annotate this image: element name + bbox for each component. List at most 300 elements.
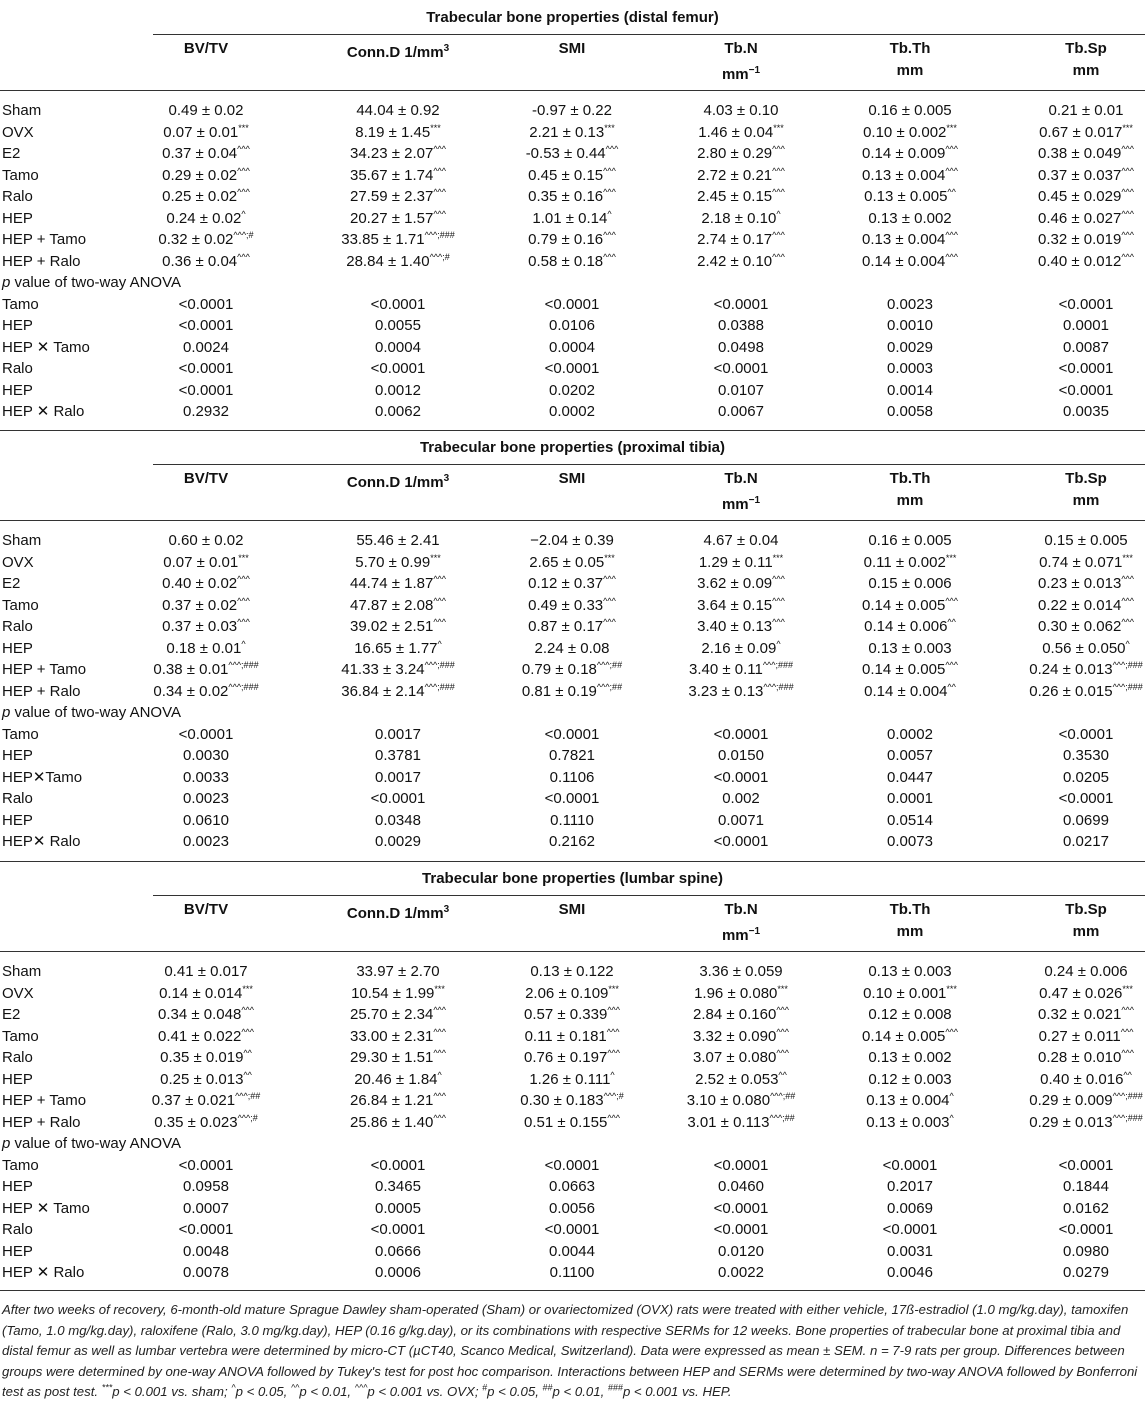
p-value-cell: <0.0001 <box>178 1156 234 1174</box>
p-value-cell: 0.0002 <box>887 725 933 743</box>
group-row <box>0 251 1145 273</box>
column-header-line1: Conn.D $1/mm^3$ <box>346 473 450 491</box>
p-value-cell: 0.1106 <box>549 768 595 786</box>
significance-text: p < 0.05, <box>235 1384 291 1399</box>
column-header-unit: $mm^{-1}$ <box>721 926 761 944</box>
value-cell: 0.37 ± 0.02^^^ <box>162 595 250 614</box>
p-value-cell: 0.0004 <box>549 338 595 356</box>
p-value-cell: 0.2932 <box>183 403 229 420</box>
row-label: Ralo <box>2 790 33 807</box>
column-header-unit: mm <box>1072 62 1100 79</box>
p-value-cell: <0.0001 <box>544 360 600 377</box>
significance-mark: ^ <box>231 1382 236 1393</box>
column-header-unit: mm <box>896 62 924 79</box>
column-header-unit: mm <box>896 923 924 940</box>
title-underline <box>153 34 1145 35</box>
value-cell: 0.26 ± 0.015^^^;### <box>1029 681 1143 700</box>
row-label: E2 <box>2 575 21 592</box>
row-label: HEP ✕ Ralo <box>2 403 85 420</box>
p-value-cell: <0.0001 <box>1058 1156 1114 1174</box>
group-row <box>0 143 1145 165</box>
p-value-cell: 0.0058 <box>887 403 933 420</box>
column-header-line1: Tb.N <box>724 901 758 918</box>
value-cell: 0.07 ± 0.01*** <box>163 552 249 571</box>
anova-row <box>0 337 1145 359</box>
anova-row <box>0 767 1145 789</box>
row-label: Tamo <box>2 295 39 313</box>
row-label: HEP <box>2 1070 33 1088</box>
p-value-cell: 0.0012 <box>375 381 421 399</box>
column-header-line1: Tb.Th <box>889 40 931 57</box>
value-cell: 41.33 ± 3.24^^^;### <box>341 660 455 678</box>
value-cell: 0.14 ± 0.009^^^ <box>862 144 958 162</box>
row-label: HEP <box>2 747 33 764</box>
value-cell: 2.72 ± 0.21^^^ <box>697 165 785 184</box>
header-bottom-rule <box>0 520 1145 521</box>
value-cell: 4.67 ± 0.04 <box>703 532 779 549</box>
p-value-cell: 0.0202 <box>549 381 595 399</box>
column-header <box>1021 468 1145 512</box>
p-value-cell: <0.0001 <box>1058 295 1114 313</box>
p-value-cell: 0.0056 <box>549 1199 595 1217</box>
row-label: Ralo <box>2 1049 33 1066</box>
value-cell: 0.25 ± 0.013^^ <box>160 1069 252 1088</box>
p-value-cell: 0.0460 <box>718 1178 764 1195</box>
p-value-cell: 0.0057 <box>887 747 933 764</box>
row-label: HEP + Ralo <box>2 682 81 700</box>
value-cell: 0.14 ± 0.004^^^ <box>862 251 958 270</box>
anova-row <box>0 358 1145 380</box>
p-value-cell: 0.3781 <box>375 747 421 764</box>
value-cell: 0.79 ± 0.18^^^;## <box>521 660 623 678</box>
column-header <box>303 899 493 925</box>
value-cell: 0.14 ± 0.006^^ <box>864 617 956 635</box>
p-value-cell: 0.0017 <box>375 768 421 786</box>
group-row <box>0 552 1145 574</box>
value-cell: 0.32 ± 0.019^^^ <box>1038 230 1134 248</box>
significance-mark: *** <box>101 1382 113 1393</box>
row-label: Ralo <box>2 618 33 635</box>
value-cell: 27.59 ± 2.37^^^ <box>350 187 446 205</box>
value-cell: 0.79 ± 0.16^^^ <box>528 230 616 248</box>
p-value-cell: 0.0958 <box>183 1178 229 1195</box>
p-value-cell: 0.0006 <box>375 1264 421 1281</box>
value-cell: 0.16 ± 0.005 <box>868 532 952 549</box>
significance-mark: # <box>482 1382 488 1393</box>
p-value-cell: <0.0001 <box>713 360 769 377</box>
p-value-cell: 0.0610 <box>183 811 229 829</box>
p-value-cell: 0.1110 <box>550 811 594 829</box>
column-header <box>825 38 995 82</box>
value-cell: 3.10 ± 0.080^^^;## <box>686 1091 796 1109</box>
value-cell: 0.74 ± 0.071*** <box>1039 552 1133 571</box>
p-value-cell: <0.0001 <box>882 1221 938 1238</box>
p-value-cell: <0.0001 <box>1058 725 1114 743</box>
row-label: Ralo <box>2 360 33 377</box>
value-cell: -0.97 ± 0.22 <box>532 102 612 119</box>
significance-mark: ## <box>542 1382 553 1393</box>
value-cell: 0.37 ± 0.04^^^ <box>162 144 250 162</box>
row-label: HEP <box>2 381 33 399</box>
row-label: HEP✕Tamo <box>2 768 83 786</box>
p-value-cell: 0.0069 <box>887 1199 933 1217</box>
column-header <box>1021 899 1145 943</box>
p-value-cell: 0.0447 <box>887 768 933 786</box>
value-cell: 0.13 ± 0.122 <box>530 963 614 980</box>
header-bottom-rule <box>0 951 1145 952</box>
value-cell: 2.21 ± 0.13*** <box>529 122 615 141</box>
p-value-cell: 0.0023 <box>183 833 229 850</box>
p-value-cell: 0.0217 <box>1063 833 1109 850</box>
row-label: HEP <box>2 1242 33 1260</box>
p-value-cell: 0.1844 <box>1063 1178 1109 1195</box>
anova-heading <box>0 272 1145 294</box>
value-cell: 2.06 ± 0.109*** <box>525 983 619 1002</box>
value-cell: 3.32 ± 0.090^^^ <box>693 1026 789 1045</box>
anova-row <box>0 810 1145 832</box>
p-value-cell: <0.0001 <box>178 381 234 399</box>
value-cell: 25.70 ± 2.34^^^ <box>350 1005 446 1023</box>
value-cell: 55.46 ± 2.41 <box>356 532 440 549</box>
value-cell: 0.12 ± 0.008 <box>868 1006 952 1023</box>
value-cell: 0.22 ± 0.014^^^ <box>1038 595 1134 614</box>
value-cell: 0.30 ± 0.062^^^ <box>1038 617 1134 635</box>
value-cell: 0.81 ± 0.19^^^;## <box>521 681 623 700</box>
value-cell: 0.46 ± 0.027^^^ <box>1038 208 1134 227</box>
anova-row <box>0 1262 1145 1284</box>
significance-mark: ^^^ <box>354 1382 368 1393</box>
p-value-cell: 0.0071 <box>718 811 764 829</box>
column-header-line1: Tb.Sp <box>1065 470 1107 487</box>
column-header-line1: Conn.D $1/mm^3$ <box>346 43 450 61</box>
value-cell: 0.14 ± 0.005^^^ <box>862 1026 958 1045</box>
column-header <box>116 899 296 921</box>
value-cell: 0.11 ± 0.181^^^ <box>524 1026 620 1045</box>
column-header <box>487 899 657 921</box>
value-cell: -0.53 ± 0.44^^^ <box>525 144 619 162</box>
row-label: HEP + Tamo <box>2 1092 87 1109</box>
p-value-cell: 0.0029 <box>375 833 421 850</box>
value-cell: 2.16 ± 0.09^ <box>701 638 781 657</box>
row-label: HEP + Tamo <box>2 231 87 248</box>
value-cell: 1.01 ± 0.14^ <box>532 208 612 227</box>
p-value-cell: <0.0001 <box>370 295 426 313</box>
p-value-cell: 0.0106 <box>549 317 595 334</box>
p-value-cell: 0.002 <box>722 790 760 807</box>
value-cell: 0.45 ± 0.029^^^ <box>1038 187 1134 205</box>
value-cell: 0.47 ± 0.026*** <box>1039 983 1133 1002</box>
value-cell: 0.87 ± 0.17^^^ <box>528 617 616 635</box>
value-cell: 2.52 ± 0.053^^ <box>695 1069 787 1088</box>
p-value-cell: <0.0001 <box>544 295 600 313</box>
group-row <box>0 1004 1145 1026</box>
table-bottom-rule <box>0 1290 1145 1291</box>
value-cell: 0.49 ± 0.33^^^ <box>528 595 616 614</box>
p-value-cell: 0.0046 <box>887 1264 933 1281</box>
value-cell: 33.97 ± 2.70 <box>356 963 440 980</box>
value-cell: 36.84 ± 2.14^^^;### <box>341 681 455 700</box>
header-bottom-rule <box>0 90 1145 91</box>
column-header-line1: SMI <box>558 470 586 487</box>
significance-text: p < 0.001 vs. OVX; <box>367 1384 483 1399</box>
value-cell: 0.34 ± 0.048^^^ <box>158 1005 254 1023</box>
value-cell: 0.40 ± 0.016^^ <box>1040 1069 1132 1088</box>
group-row <box>0 983 1145 1005</box>
p-value-cell: <0.0001 <box>370 1221 426 1238</box>
value-cell: 0.45 ± 0.15^^^ <box>528 165 616 184</box>
p-value-cell: <0.0001 <box>544 1156 600 1174</box>
row-label: HEP ✕ Ralo <box>2 1264 85 1281</box>
group-row <box>0 165 1145 187</box>
value-cell: 3.64 ± 0.15^^^ <box>697 595 785 614</box>
p-value-cell: 0.0663 <box>549 1178 595 1195</box>
value-cell: 0.10 ± 0.001*** <box>863 983 957 1002</box>
p-value-cell: 0.0010 <box>887 317 933 334</box>
value-cell: 0.13 ± 0.005^^ <box>864 187 956 205</box>
group-row <box>0 681 1145 703</box>
column-header <box>825 468 995 512</box>
value-cell: 0.37 ± 0.037^^^ <box>1038 165 1134 184</box>
significance-text: p < 0.01, <box>552 1384 608 1399</box>
value-cell: 0.07 ± 0.01*** <box>163 122 249 141</box>
value-cell: 34.23 ± 2.07^^^ <box>350 144 446 162</box>
section-title: Trabecular bone properties (lumbar spine) <box>422 870 723 887</box>
value-cell: 0.36 ± 0.04^^^ <box>162 251 250 270</box>
row-label: Ralo <box>2 188 33 205</box>
group-row <box>0 1090 1145 1112</box>
value-cell: 2.24 ± 0.08 <box>534 639 610 657</box>
section-title: Trabecular bone properties (proximal tibia) <box>419 439 726 456</box>
row-label: Ralo <box>2 1221 33 1238</box>
row-label: OVX <box>2 553 34 571</box>
column-header <box>303 38 493 64</box>
p-value-cell: <0.0001 <box>713 1199 769 1217</box>
p-value-cell: 0.0033 <box>183 768 229 786</box>
p-value-cell: <0.0001 <box>713 725 769 743</box>
value-cell: 1.29 ± 0.11*** <box>698 552 784 571</box>
p-value-cell: 0.2017 <box>887 1178 933 1195</box>
value-cell: 5.70 ± 0.99*** <box>355 552 441 571</box>
value-cell: 0.14 ± 0.014*** <box>159 983 253 1002</box>
value-cell: 0.21 ± 0.01 <box>1048 102 1124 119</box>
value-cell: 2.74 ± 0.17^^^ <box>697 230 785 248</box>
p-value-cell: 0.0062 <box>375 403 421 420</box>
column-header-line1: SMI <box>558 40 586 57</box>
p-value-cell: 0.0107 <box>718 381 764 399</box>
value-cell: 44.74 ± 1.87^^^ <box>350 574 446 592</box>
p-value-cell: 0.7821 <box>549 747 595 764</box>
significance-text: p < 0.01, <box>299 1384 355 1399</box>
column-header <box>661 899 821 947</box>
value-cell: 0.13 ± 0.002 <box>868 1049 952 1066</box>
value-cell: 0.35 ± 0.019^^ <box>160 1048 252 1066</box>
p-value-cell: 0.0004 <box>375 338 421 356</box>
value-cell: 20.46 ± 1.84^ <box>354 1069 442 1088</box>
row-label: Sham <box>2 963 42 980</box>
anova-heading <box>0 1133 1145 1155</box>
row-label: Tamo <box>2 1156 39 1174</box>
column-header-line1: BV/TV <box>183 40 229 57</box>
value-cell: 3.40 ± 0.11^^^;### <box>688 660 794 678</box>
p-value-cell: 0.0014 <box>887 381 933 399</box>
value-cell: 0.58 ± 0.18^^^ <box>528 251 616 270</box>
value-cell: 0.41 ± 0.022^^^ <box>158 1026 254 1045</box>
row-label: OVX <box>2 123 34 141</box>
value-cell: 0.10 ± 0.002*** <box>863 122 957 141</box>
anova-row <box>0 315 1145 337</box>
p-value-cell: 0.1100 <box>549 1264 595 1281</box>
significance-mark: ### <box>607 1382 623 1393</box>
p-value-cell: <0.0001 <box>544 1221 600 1238</box>
anova-row <box>0 294 1145 316</box>
value-cell: 25.86 ± 1.40^^^ <box>350 1112 446 1131</box>
value-cell: 0.41 ± 0.017 <box>164 963 248 980</box>
group-row <box>0 530 1145 552</box>
p-value-cell: <0.0001 <box>713 295 769 313</box>
value-cell: 2.84 ± 0.160^^^ <box>693 1005 789 1023</box>
p-value-cell: <0.0001 <box>1058 360 1114 377</box>
p-value-cell: 0.0022 <box>718 1264 764 1281</box>
column-header-unit: mm <box>1072 492 1100 509</box>
p-value-cell: <0.0001 <box>178 317 234 334</box>
anova-row <box>0 1219 1145 1241</box>
p-value-cell: 0.0980 <box>1063 1242 1109 1260</box>
column-header-line1: Tb.Sp <box>1065 901 1107 918</box>
value-cell: 39.02 ± 2.51^^^ <box>350 617 446 635</box>
p-value-cell: 0.2162 <box>549 833 595 850</box>
anova-row <box>0 745 1145 767</box>
value-cell: 0.38 ± 0.049^^^ <box>1038 144 1134 162</box>
value-cell: 3.23 ± 0.13^^^;### <box>688 681 794 700</box>
row-label: OVX <box>2 984 34 1002</box>
p-value-cell: 0.0699 <box>1063 811 1109 829</box>
p-value-cell: <0.0001 <box>713 833 769 850</box>
column-header <box>661 468 821 516</box>
value-cell: 0.76 ± 0.197^^^ <box>524 1048 620 1066</box>
significance-text: p < 0.001 vs. HEP. <box>622 1384 732 1399</box>
value-cell: 0.34 ± 0.02^^^;### <box>153 681 259 700</box>
section-top-rule <box>0 430 1145 431</box>
value-cell: 0.11 ± 0.002*** <box>863 552 957 571</box>
value-cell: 44.04 ± 0.92 <box>356 102 440 119</box>
column-header-unit: $mm^{-1}$ <box>721 495 761 513</box>
row-label: Tamo <box>2 166 39 184</box>
value-cell: 16.65 ± 1.77^ <box>354 638 442 657</box>
value-cell: 0.13 ± 0.004^^^ <box>862 230 958 248</box>
p-value-cell: 0.0048 <box>183 1242 229 1260</box>
value-cell: 20.27 ± 1.57^^^ <box>350 208 446 227</box>
row-label: HEP✕ Ralo <box>2 833 81 850</box>
column-header-line1: Tb.N <box>724 40 758 57</box>
p-value-cell: <0.0001 <box>1058 1221 1114 1238</box>
row-label: Sham <box>2 102 42 119</box>
value-cell: 0.32 ± 0.02^^^;# <box>158 230 254 248</box>
group-row <box>0 1112 1145 1134</box>
p-value-cell: <0.0001 <box>713 1156 769 1174</box>
column-header-unit: mm <box>1072 923 1100 940</box>
value-cell: 0.24 ± 0.013^^^;### <box>1029 660 1143 678</box>
value-cell: 3.62 ± 0.09^^^ <box>697 574 785 592</box>
group-row <box>0 1047 1145 1069</box>
p-value-cell: 0.0024 <box>183 338 229 356</box>
anova-row <box>0 1155 1145 1177</box>
p-value-cell: 0.3530 <box>1063 747 1109 764</box>
column-header <box>303 468 493 494</box>
significance-mark: ^^ <box>290 1382 300 1393</box>
row-label: Tamo <box>2 1027 39 1045</box>
title-underline <box>153 464 1145 465</box>
value-cell: 0.13 ± 0.004^^^ <box>862 165 958 184</box>
p-value-cell: 0.0003 <box>887 360 933 377</box>
row-label: HEP <box>2 317 33 334</box>
value-cell: 8.19 ± 1.45*** <box>355 122 441 141</box>
p-value-cell: 0.0017 <box>375 725 421 743</box>
anova-heading <box>0 702 1145 724</box>
column-header <box>116 468 296 490</box>
row-label: HEP <box>2 639 33 657</box>
anova-row <box>0 788 1145 810</box>
column-header-unit: mm <box>896 492 924 509</box>
p-value-cell: 0.0055 <box>375 317 421 334</box>
value-cell: 1.46 ± 0.04*** <box>698 122 784 141</box>
p-value-cell: <0.0001 <box>713 1221 769 1238</box>
value-cell: 10.54 ± 1.99*** <box>351 983 445 1002</box>
column-header-line1: SMI <box>558 901 586 918</box>
group-row <box>0 1069 1145 1091</box>
value-cell: 3.01 ± 0.113^^^;## <box>687 1112 795 1131</box>
value-cell: 0.30 ± 0.183^^^;# <box>520 1091 624 1109</box>
value-cell: 2.65 ± 0.05*** <box>529 552 615 571</box>
value-cell: 0.40 ± 0.012^^^ <box>1038 251 1134 270</box>
value-cell: 0.14 ± 0.004^^ <box>864 681 956 700</box>
group-row <box>0 1026 1145 1048</box>
anova-row <box>0 380 1145 402</box>
value-cell: 0.35 ± 0.023^^^;# <box>154 1112 258 1131</box>
value-cell: 2.42 ± 0.10^^^ <box>697 251 785 270</box>
section-title: Trabecular bone properties (distal femur) <box>426 9 719 26</box>
p-value-cell: 0.0007 <box>183 1199 229 1217</box>
value-cell: 0.51 ± 0.155^^^ <box>524 1112 620 1131</box>
column-header-line1: Conn.D $1/mm^3$ <box>346 904 450 922</box>
value-cell: 0.23 ± 0.013^^^ <box>1038 574 1134 592</box>
p-value-cell: <0.0001 <box>1058 790 1114 807</box>
column-header <box>487 38 657 60</box>
group-row <box>0 122 1145 144</box>
anova-row <box>0 831 1145 853</box>
value-cell: 47.87 ± 2.08^^^ <box>350 595 446 614</box>
p-value-cell: 0.0666 <box>375 1242 421 1260</box>
column-header-line1: Tb.Th <box>889 901 931 918</box>
column-header <box>487 468 657 490</box>
section-top-rule <box>0 861 1145 862</box>
p-value-cell: <0.0001 <box>178 295 234 313</box>
p-value-cell: <0.0001 <box>178 1221 234 1238</box>
p-value-cell: 0.0073 <box>887 833 933 850</box>
value-cell: 33.85 ± 1.71^^^;### <box>341 230 455 248</box>
group-row <box>0 659 1145 681</box>
anova-row <box>0 1198 1145 1220</box>
value-cell: 2.45 ± 0.15^^^ <box>697 187 785 205</box>
row-label: HEP + Tamo <box>2 661 87 678</box>
group-row <box>0 229 1145 251</box>
value-cell: 0.15 ± 0.005 <box>1044 532 1128 549</box>
p-value-cell: 0.0279 <box>1063 1264 1109 1281</box>
value-cell: 4.03 ± 0.10 <box>703 102 779 119</box>
p-value-cell: 0.0005 <box>375 1199 421 1217</box>
p-value-cell: 0.0029 <box>887 338 933 356</box>
column-header-line1: Tb.Sp <box>1065 40 1107 57</box>
row-label: HEP ✕ Tamo <box>2 1199 90 1217</box>
